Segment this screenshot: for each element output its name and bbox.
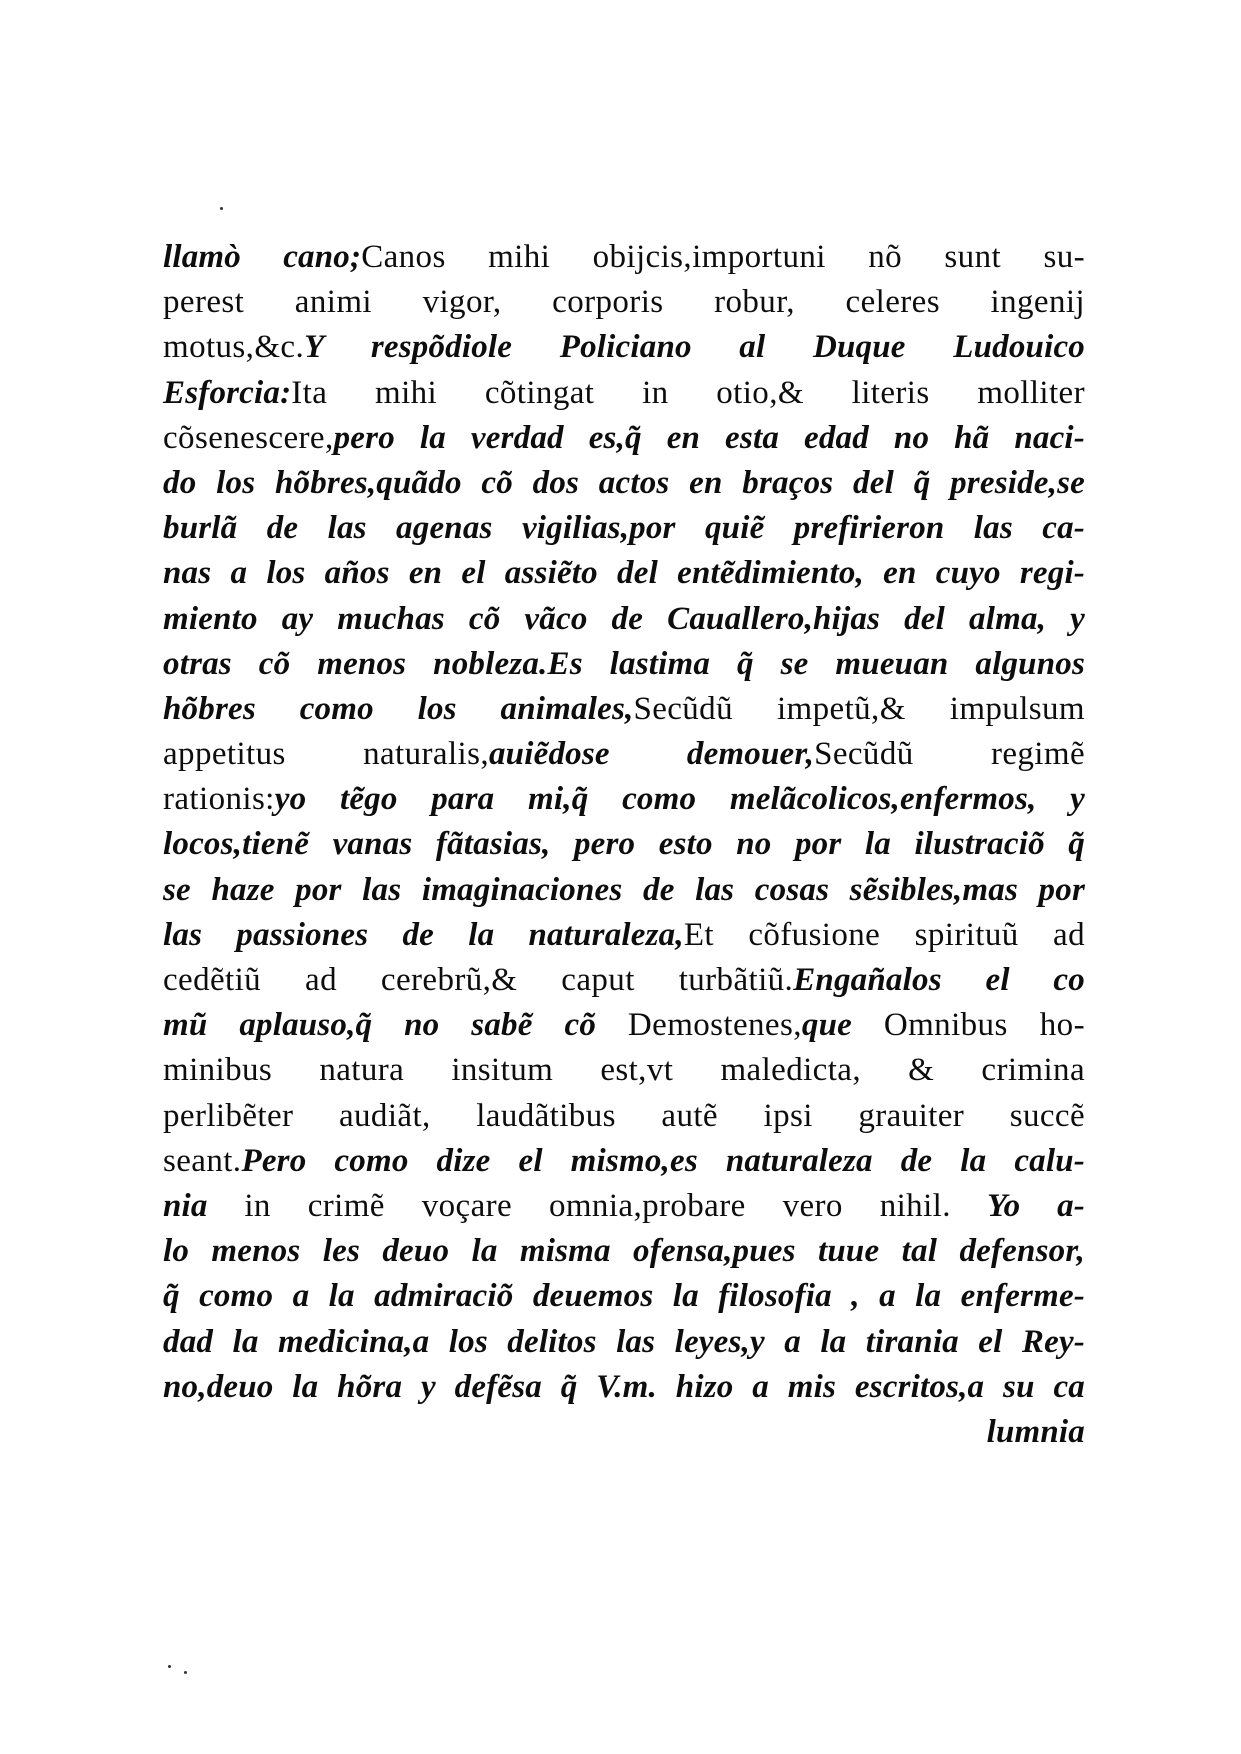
- italic-text: dad la medicina,a los delitos las leyes,y a la tirania el Rey-: [163, 1323, 1085, 1360]
- roman-text: motus,&c.: [163, 329, 305, 366]
- italic-text: auiẽdose demouer,: [488, 736, 815, 773]
- italic-text: nia: [163, 1187, 245, 1224]
- italic-text: Pero como dize el mismo,es naturaleza de la calu-: [241, 1142, 1085, 1179]
- ink-speck: [168, 1665, 171, 1668]
- text-line: [163, 504, 1085, 549]
- roman-text: Ita mihi cõtingat in otio,& literis molliter: [291, 374, 1085, 411]
- text-line: [163, 730, 1085, 775]
- italic-text: q̃ como a la admiraciõ deuemos la filosofia , a la enferme-: [163, 1278, 1085, 1315]
- roman-text: appetitus naturalis,: [163, 736, 489, 773]
- italic-text: las passiones de la naturaleza,: [163, 916, 684, 953]
- catchword-line: [163, 1408, 1085, 1453]
- roman-text: rationis:: [163, 781, 275, 818]
- italic-text: Yo a-: [950, 1187, 1085, 1224]
- text-line: [163, 1272, 1085, 1317]
- text-line: [163, 414, 1085, 459]
- italic-text: llamò cano;: [163, 239, 362, 275]
- roman-text: seant.: [163, 1142, 242, 1179]
- italic-text: do los hõbres,quãdo cõ dos actos en braços del q̃ preside,se: [163, 464, 1085, 501]
- italic-text: Engañalos el co: [793, 962, 1085, 998]
- text-line: [163, 820, 1085, 865]
- roman-text: in crimẽ voçare omnia,probare vero nihil.: [244, 1187, 951, 1224]
- roman-text: cõsenescere,: [163, 419, 334, 456]
- text-line: [163, 459, 1085, 504]
- text-line: [163, 233, 1085, 278]
- text-line: [163, 595, 1085, 640]
- italic-text: que: [801, 1007, 884, 1044]
- text-line: [163, 1227, 1085, 1272]
- text-line: [163, 323, 1085, 368]
- text-line: [163, 640, 1085, 685]
- italic-text: lo menos les deuo la misma ofensa,pues tuue tal defensor,: [163, 1233, 1085, 1270]
- catchword: lumnia: [986, 1413, 1085, 1450]
- italic-text: nas a los años en el assiẽto del entẽdimiento, en cuyo regi-: [163, 555, 1085, 592]
- text-line: [163, 956, 1085, 1001]
- italic-text: no,deuo la hõra y defẽsa q̃ V.m. hizo a mis escritos,a su ca: [163, 1368, 1085, 1405]
- roman-text: Canos mihi obijcis,importuni nõ sunt su-: [361, 239, 1085, 275]
- text-line: [163, 911, 1085, 956]
- italic-text: pero la verdad es,q̃ en esta edad no hã naci-: [333, 419, 1085, 456]
- roman-text: perest animi vigor, corporis robur, celeres ingenij: [163, 284, 1085, 321]
- text-line: [163, 775, 1085, 820]
- body-text: [163, 233, 1085, 1453]
- italic-text: yo tẽgo para mi,q̃ como melãcolicos,enfermos, y: [274, 781, 1085, 818]
- roman-text: Secũdũ regimẽ: [814, 736, 1085, 773]
- text-line: [163, 1182, 1085, 1227]
- roman-text: Demostenes,: [627, 1007, 802, 1044]
- text-line: [163, 1046, 1085, 1091]
- italic-text: hõbres como los animales,: [163, 690, 634, 727]
- roman-text: cedẽtiũ ad cerebrũ,& caput turbãtiũ.: [163, 962, 794, 998]
- roman-text: Secũdũ impetũ,& impulsum: [633, 690, 1085, 727]
- italic-text: otras cõ menos nobleza.Es lastima q̃ se mueuan algunos: [163, 645, 1085, 682]
- italic-text: se haze por las imaginaciones de las cosas sẽsibles,mas por: [163, 871, 1085, 908]
- roman-text: minibus natura insitum est,vt maledicta, & crimina: [163, 1052, 1085, 1089]
- text-line: [163, 685, 1085, 730]
- text-line: [163, 369, 1085, 414]
- text-line: [163, 1318, 1085, 1363]
- italic-text: Y respõdiole Policiano al Duque Ludouico: [304, 329, 1085, 366]
- roman-text: perlibẽter audiãt, laudãtibus autẽ ipsi grauiter succẽ: [163, 1097, 1085, 1134]
- text-line: [163, 1137, 1085, 1182]
- text-line: [163, 549, 1085, 594]
- text-line: [163, 866, 1085, 911]
- italic-text: miento ay muchas cõ vãco de Cauallero,hijas del alma, y: [163, 600, 1085, 637]
- italic-text: Esforcia:: [163, 374, 292, 411]
- roman-text: Omnibus ho-: [883, 1007, 1085, 1044]
- italic-text: mũ aplauso,q̃ no sabẽ cõ: [163, 1007, 628, 1044]
- text-line: [163, 1001, 1085, 1046]
- ink-speck: [220, 207, 223, 210]
- text-line: [163, 1092, 1085, 1137]
- text-line: [163, 1363, 1085, 1408]
- roman-text: Et cõfusione spirituũ ad: [683, 916, 1085, 953]
- ink-speck: [184, 1671, 187, 1674]
- text-line: [163, 278, 1085, 323]
- italic-text: burlã de las agenas vigilias,por quiẽ prefirieron las ca-: [163, 510, 1085, 547]
- italic-text: locos,tienẽ vanas fãtasias, pero esto no por la ilustraciõ q̃: [163, 826, 1085, 863]
